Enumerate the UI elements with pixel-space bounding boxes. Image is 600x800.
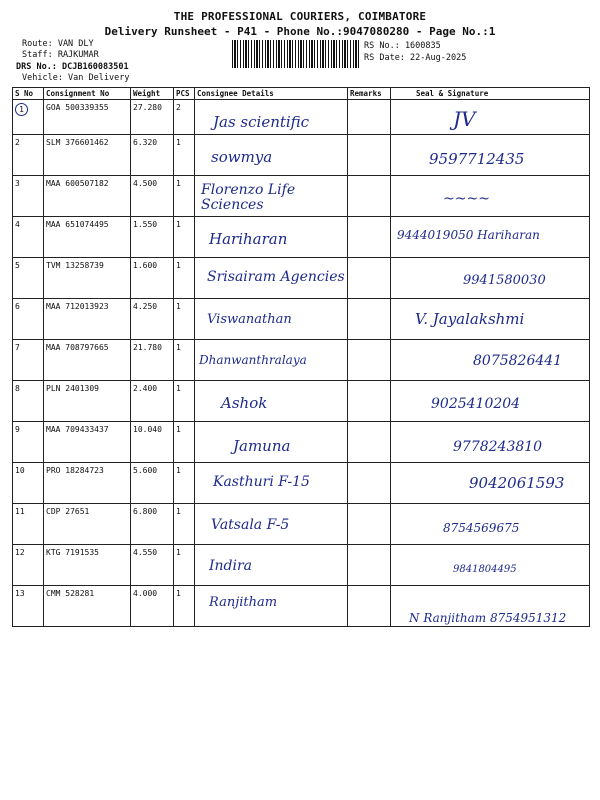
- table-row: [13, 504, 590, 545]
- remarks-cell: [348, 463, 391, 504]
- consignment-cell: MAA 651074495: [44, 217, 131, 258]
- consignment-cell: MAA 712013923: [44, 299, 131, 340]
- seal-cell: [391, 504, 590, 545]
- weight-cell: 4.000: [131, 586, 174, 627]
- signature-phone: 8754569675: [443, 521, 520, 535]
- col-weight: Weight: [131, 88, 174, 100]
- pcs-cell: 1: [174, 381, 195, 422]
- col-consignee: Consignee Details: [195, 88, 348, 100]
- pcs-cell: 1: [174, 176, 195, 217]
- barcode: [232, 40, 360, 68]
- table-row: [13, 586, 590, 627]
- pcs-cell: 1: [174, 258, 195, 299]
- table-row: [13, 299, 590, 340]
- consignee-cell: [195, 545, 348, 586]
- consignee-cell: [195, 463, 348, 504]
- signature: JV: [453, 107, 476, 131]
- consignment-cell: PRO 18284723: [44, 463, 131, 504]
- consignment-cell: CDP 27651: [44, 504, 131, 545]
- weight-cell: 6.800: [131, 504, 174, 545]
- pcs-cell: 1: [174, 135, 195, 176]
- consignee-cell: [195, 340, 348, 381]
- consignee-cell: [195, 258, 348, 299]
- consignee-handwriting: Viswanathan: [207, 312, 292, 327]
- sno-cell: 8: [13, 381, 44, 422]
- consignee-handwriting: Ranjitham: [209, 595, 278, 610]
- signature-phone: 9778243810: [453, 439, 543, 455]
- weight-cell: 2.400: [131, 381, 174, 422]
- consignment-cell: MAA 708797665: [44, 340, 131, 381]
- pcs-cell: 1: [174, 340, 195, 381]
- seal-cell: [391, 217, 590, 258]
- remarks-cell: [348, 100, 391, 135]
- signature-phone: 9597712435: [429, 150, 525, 168]
- sno-cell: 4: [13, 217, 44, 258]
- table-row: [13, 381, 590, 422]
- col-remarks: Remarks: [348, 88, 391, 100]
- sno-cell: 11: [13, 504, 44, 545]
- remarks-cell: [348, 504, 391, 545]
- seal-cell: [391, 340, 590, 381]
- weight-cell: 27.280: [131, 100, 174, 135]
- signature: ~~~~: [443, 191, 490, 207]
- remarks-cell: [348, 422, 391, 463]
- remarks-cell: [348, 135, 391, 176]
- consignee-cell: [195, 100, 348, 135]
- pcs-cell: 2: [174, 100, 195, 135]
- seal-cell: [391, 422, 590, 463]
- consignee-cell: [195, 422, 348, 463]
- table-row: [13, 100, 590, 135]
- table-row: [13, 217, 590, 258]
- remarks-cell: [348, 258, 391, 299]
- sno-cell: 6: [13, 299, 44, 340]
- seal-cell: [391, 100, 590, 135]
- weight-cell: 21.780: [131, 340, 174, 381]
- consignment-cell: MAA 709433437: [44, 422, 131, 463]
- weight-cell: 4.250: [131, 299, 174, 340]
- consignment-cell: PLN 2401309: [44, 381, 131, 422]
- pcs-cell: 1: [174, 463, 195, 504]
- weight-cell: 4.550: [131, 545, 174, 586]
- weight-cell: 1.600: [131, 258, 174, 299]
- signature-phone: 9941580030: [463, 273, 546, 288]
- weight-cell: 1.550: [131, 217, 174, 258]
- consignee-handwriting: Florenzo Life Sciences: [201, 182, 296, 213]
- table-row: [13, 176, 590, 217]
- runsheet-subtitle: Delivery Runsheet - P41 - Phone No.:9047080280 - Page No.:1: [104, 25, 496, 38]
- vehicle-label: Vehicle: Van Delivery: [22, 73, 130, 83]
- seal-cell: [391, 545, 590, 586]
- staff-label: Staff: RAJKUMAR: [22, 50, 99, 60]
- consignee-cell: [195, 217, 348, 258]
- pcs-cell: 1: [174, 217, 195, 258]
- remarks-cell: [348, 217, 391, 258]
- signature-phone: 9025410204: [431, 396, 521, 412]
- signature: V. Jayalakshmi: [415, 310, 525, 328]
- signature-phone: 9042061593: [469, 474, 565, 492]
- consignee-handwriting: Srisairam Agencies: [207, 269, 345, 285]
- table-row: [13, 463, 590, 504]
- consignee-handwriting: Dhanwanthralaya: [199, 353, 307, 367]
- consignee-handwriting: Jas scientific: [213, 113, 310, 131]
- route-label: Route: VAN DLY: [22, 39, 94, 49]
- weight-cell: 10.040: [131, 422, 174, 463]
- signature-phone: 9444019050 Hariharan: [397, 228, 540, 242]
- consignee-handwriting: sowmya: [211, 148, 273, 166]
- seal-cell: [391, 463, 590, 504]
- company-title: THE PROFESSIONAL COURIERS, COIMBATORE: [173, 10, 427, 23]
- col-pcs: PCS: [174, 88, 195, 100]
- consignee-cell: [195, 586, 348, 627]
- col-sno: S No: [13, 88, 44, 100]
- seal-cell: [391, 135, 590, 176]
- sno-cell: 13: [13, 586, 44, 627]
- sno-cell: [13, 100, 44, 135]
- pcs-cell: 1: [174, 422, 195, 463]
- remarks-cell: [348, 299, 391, 340]
- consignee-handwriting: Ashok: [221, 394, 268, 412]
- table-row: [13, 340, 590, 381]
- remarks-cell: [348, 176, 391, 217]
- runsheet-table: [12, 87, 590, 627]
- consignee-cell: [195, 135, 348, 176]
- consignment-cell: MAA 600507182: [44, 176, 131, 217]
- consignee-cell: [195, 381, 348, 422]
- pcs-cell: 1: [174, 299, 195, 340]
- remarks-cell: [348, 586, 391, 627]
- weight-cell: 6.320: [131, 135, 174, 176]
- sno-cell: 7: [13, 340, 44, 381]
- seal-cell: [391, 381, 590, 422]
- drs-number: DRS No.: DCJB160083501: [16, 62, 129, 72]
- seal-cell: [391, 586, 590, 627]
- consignment-cell: GOA 500339355: [44, 100, 131, 135]
- consignee-handwriting: Kasthuri F-15: [213, 474, 310, 490]
- seal-cell: [391, 176, 590, 217]
- sno-cell: 2: [13, 135, 44, 176]
- remarks-cell: [348, 340, 391, 381]
- consignee-handwriting: Hariharan: [209, 230, 288, 248]
- table-header-row: [13, 88, 590, 100]
- pcs-cell: 1: [174, 586, 195, 627]
- sno-cell: 12: [13, 545, 44, 586]
- signature-phone: 8075826441: [473, 353, 563, 369]
- consignee-cell: [195, 299, 348, 340]
- weight-cell: 4.500: [131, 176, 174, 217]
- consignment-cell: CMM 528281: [44, 586, 131, 627]
- col-consignment: Consignment No: [44, 88, 131, 100]
- table-row: [13, 258, 590, 299]
- sno-cell: 10: [13, 463, 44, 504]
- sno-cell: 5: [13, 258, 44, 299]
- consignee-cell: [195, 176, 348, 217]
- sno-circled-mark: 1: [15, 103, 28, 116]
- col-seal: Seal & Signature: [391, 88, 590, 100]
- signature-phone: 9841804495: [453, 564, 517, 575]
- table-row: [13, 422, 590, 463]
- seal-cell: [391, 258, 590, 299]
- remarks-cell: [348, 545, 391, 586]
- signature-phone: N Ranjitham 8754951312: [409, 611, 567, 625]
- rs-number: RS No.: 1600835: [364, 41, 441, 51]
- sno-cell: 3: [13, 176, 44, 217]
- table-row: [13, 135, 590, 176]
- consignee-cell: [195, 504, 348, 545]
- consignment-cell: TVM 13258739: [44, 258, 131, 299]
- consignee-handwriting: Jamuna: [233, 437, 291, 455]
- pcs-cell: 1: [174, 545, 195, 586]
- sno-cell: 9: [13, 422, 44, 463]
- weight-cell: 5.600: [131, 463, 174, 504]
- remarks-cell: [348, 381, 391, 422]
- rs-info: [364, 40, 466, 64]
- consignment-cell: SLM 376601462: [44, 135, 131, 176]
- rs-date: RS Date: 22-Aug-2025: [364, 53, 467, 63]
- pcs-cell: 1: [174, 504, 195, 545]
- table-row: [13, 545, 590, 586]
- consignee-handwriting: Vatsala F-5: [211, 517, 290, 533]
- consignment-cell: KTG 7191535: [44, 545, 131, 586]
- seal-cell: [391, 299, 590, 340]
- consignee-handwriting: Indira: [209, 558, 253, 574]
